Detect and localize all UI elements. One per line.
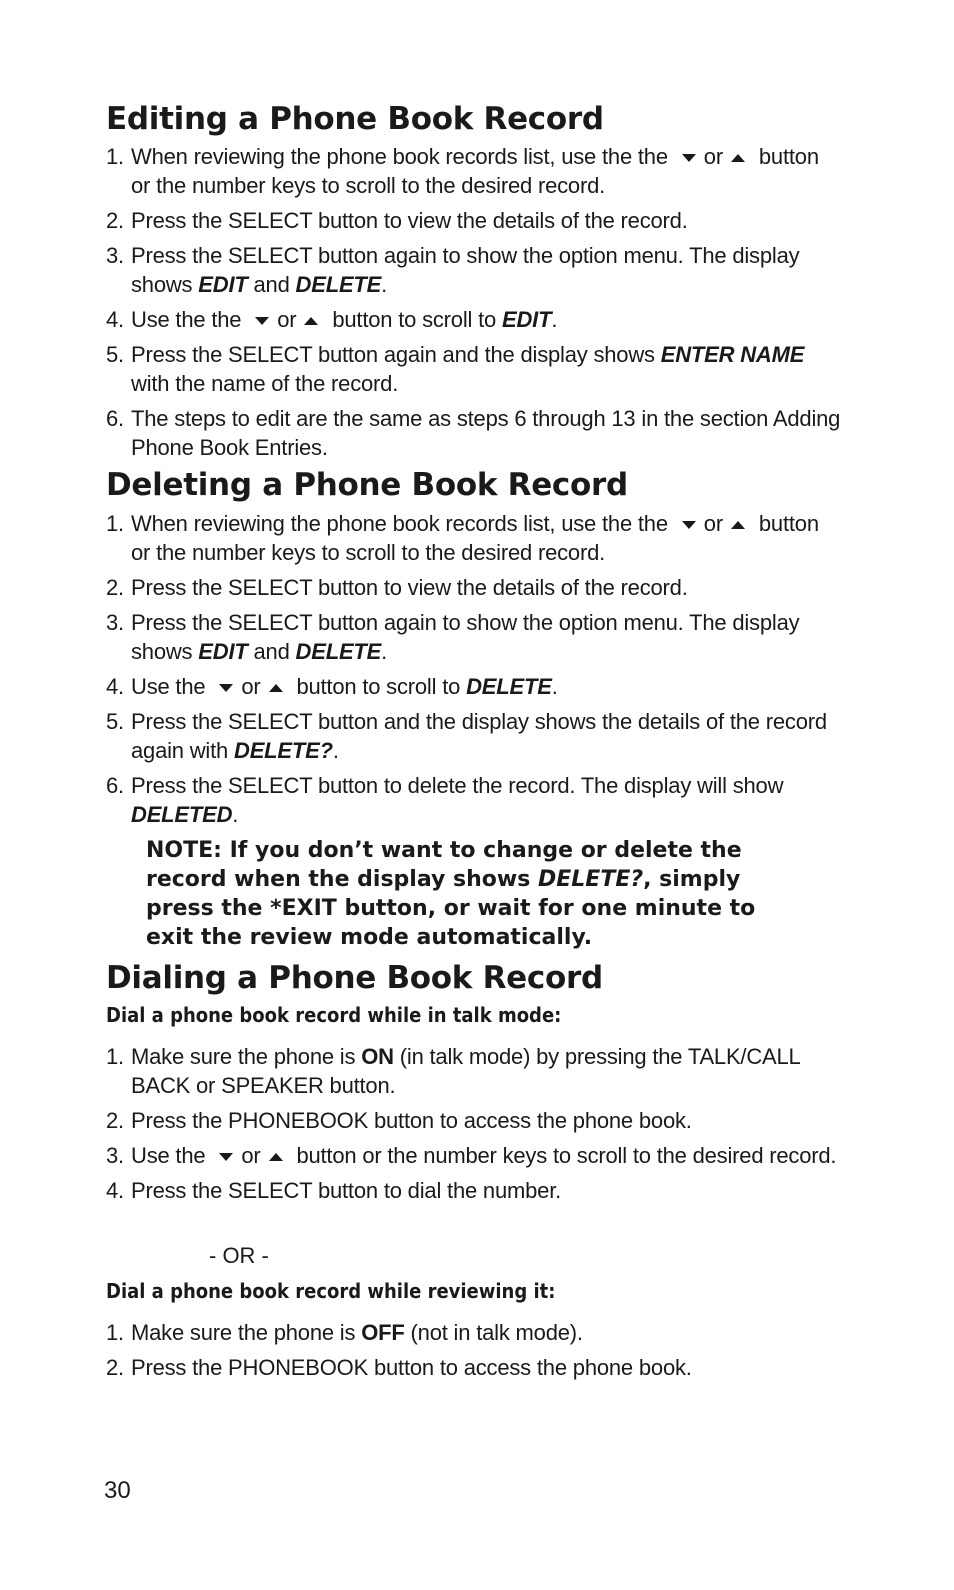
down-arrow-icon [219, 1153, 233, 1161]
down-arrow-icon [255, 317, 269, 325]
list-item: 2. Press the SELECT button to view the details of the record. [106, 575, 688, 600]
subheading-talk-mode: Dial a phone book record while in talk mode: [106, 1003, 562, 1027]
list-item: 5. Press the SELECT button again and the display shows ENTER NAME with the name of the record. [106, 342, 805, 396]
list-item: 4. Press the SELECT button to dial the number. [106, 1178, 562, 1203]
list-item: 1. Make sure the phone is OFF (not in talk mode). [106, 1320, 583, 1345]
up-arrow-icon [304, 317, 318, 325]
up-arrow-icon [269, 1153, 283, 1161]
section-title-deleting: Deleting a Phone Book Record [106, 467, 628, 503]
list-item: 3. Use the or button or the number keys to scroll to the desired record. [106, 1143, 837, 1168]
list-item: 1. Make sure the phone is ON (in talk mode) by pressing the TALK/CALL BACK or SPEAKER button. [106, 1044, 800, 1098]
list-item: 2. Press the PHONEBOOK button to access the phone book. [106, 1108, 692, 1133]
section-title-dialing: Dialing a Phone Book Record [106, 960, 603, 996]
down-arrow-icon [682, 521, 696, 529]
list-item: 3. Press the SELECT button again to show the option menu. The display shows EDIT and DELETE. [106, 610, 800, 664]
up-arrow-icon [731, 521, 745, 529]
list-item: 5. Press the SELECT button and the display shows the details of the record again with DELETE?. [106, 709, 827, 763]
list-item: 1. When reviewing the phone book records list, use the the or button or the number keys to scroll to the desired record. [106, 511, 819, 565]
page-number: 30 [104, 1477, 131, 1504]
dialing-steps-talk-mode [106, 1042, 841, 1205]
dialing-steps-reviewing [106, 1318, 841, 1382]
editing-steps [106, 142, 841, 462]
list-item: 4. Use the or button to scroll to DELETE. [106, 674, 558, 699]
list-item: 4. Use the the or button to scroll to EDIT. [106, 307, 558, 332]
subheading-reviewing: Dial a phone book record while reviewing it: [106, 1279, 556, 1303]
list-item: 2. Press the PHONEBOOK button to access the phone book. [106, 1355, 692, 1380]
list-item: 1. When reviewing the phone book records list, use the the or button or the number keys to scroll to the desired record. [106, 144, 819, 198]
list-item: 2. Press the SELECT button to view the details of the record. [106, 208, 688, 233]
down-arrow-icon [682, 154, 696, 162]
list-item: 3. Press the SELECT button again to show the option menu. The display shows EDIT and DELETE. [106, 243, 800, 297]
list-item: 6. Press the SELECT button to delete the record. The display will show DELETED. [106, 773, 784, 827]
down-arrow-icon [219, 684, 233, 692]
up-arrow-icon [731, 154, 745, 162]
note: NOTE: If you don’t want to change or delete the record when the display shows DELETE?, simply press the *EXIT button, or wait for one minute to exit the review mode automatically. [146, 838, 756, 950]
list-item: 6. The steps to edit are the same as steps 6 through 13 in the section Adding Phone Book Entries. [106, 406, 841, 460]
or-separator: - OR - [209, 1243, 269, 1268]
deleting-steps [106, 509, 841, 829]
up-arrow-icon [269, 684, 283, 692]
section-title-editing: Editing a Phone Book Record [106, 101, 604, 137]
